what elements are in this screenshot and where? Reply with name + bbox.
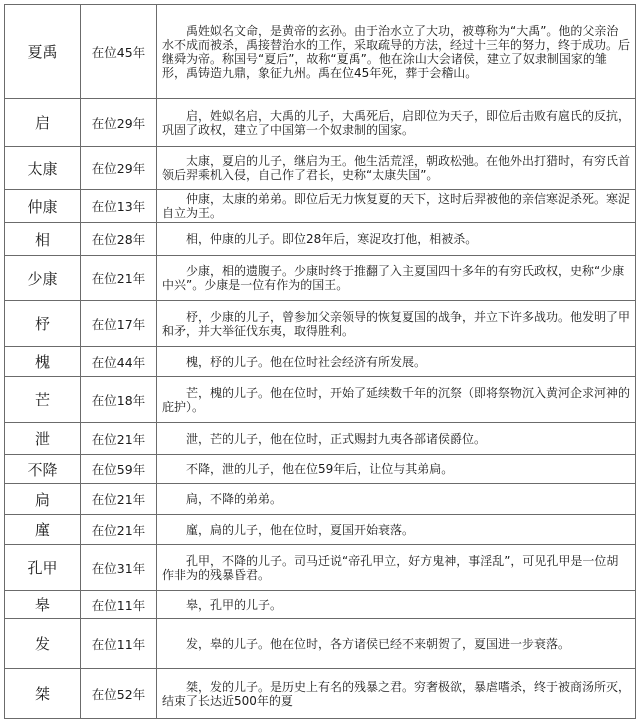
king-name: 槐 [5, 347, 81, 377]
king-name: 夏禹 [5, 5, 81, 99]
king-description: 扃，不降的弟弟。 [157, 484, 636, 515]
king-name: 发 [5, 619, 81, 669]
table-row [5, 484, 636, 515]
king-description: 启，姓姒名启，大禹的儿子，大禹死后，启即位为天子，即位后击败有扈氏的反抗，巩固了政权，建立了中国第一个奴隶制的国家。 [157, 99, 636, 147]
king-name: 不降 [5, 455, 81, 484]
king-name: 廑 [5, 515, 81, 545]
table-row [5, 190, 636, 223]
table-row [5, 377, 636, 423]
table-row [5, 347, 636, 377]
reign-length: 在位11年 [81, 591, 157, 619]
reign-length: 在位17年 [81, 301, 157, 347]
table-row [5, 99, 636, 147]
king-name: 扃 [5, 484, 81, 515]
reign-length: 在位21年 [81, 515, 157, 545]
king-name: 少康 [5, 256, 81, 301]
table-row [5, 147, 636, 190]
king-description: 仲康，太康的弟弟。即位后无力恢复夏的天下，这时后羿被他的亲信寒浞杀死。寒浞自立为王。 [157, 190, 636, 223]
reign-length: 在位44年 [81, 347, 157, 377]
king-description: 太康，夏启的儿子，继启为王。他生活荒淫，朝政松弛。在他外出打猎时，有穷氏首领后羿乘机入侵，自己作了君长，史称“太康失国”。 [157, 147, 636, 190]
reign-length: 在位28年 [81, 223, 157, 256]
king-name: 启 [5, 99, 81, 147]
king-description: 皋，孔甲的儿子。 [157, 591, 636, 619]
table-row [5, 591, 636, 619]
king-name: 桀 [5, 669, 81, 719]
reign-length: 在位11年 [81, 619, 157, 669]
king-name: 仲康 [5, 190, 81, 223]
reign-length: 在位52年 [81, 669, 157, 719]
king-name: 相 [5, 223, 81, 256]
table-row [5, 301, 636, 347]
king-description: 杼，少康的儿子，曾参加父亲领导的恢复夏国的战争，并立下许多战功。他发明了甲和矛，并大举征伐东夷，取得胜利。 [157, 301, 636, 347]
king-name: 杼 [5, 301, 81, 347]
table-row [5, 455, 636, 484]
king-name: 太康 [5, 147, 81, 190]
reign-length: 在位59年 [81, 455, 157, 484]
reign-length: 在位21年 [81, 484, 157, 515]
reign-length: 在位21年 [81, 423, 157, 455]
king-description: 槐，杼的儿子。他在位时社会经济有所发展。 [157, 347, 636, 377]
reign-length: 在位29年 [81, 147, 157, 190]
reign-length: 在位21年 [81, 256, 157, 301]
king-description: 少康，相的遗腹子。少康时终于推翻了入主夏国四十多年的有穷氏政权，史称“少康中兴”。少康是一位有作为的国王。 [157, 256, 636, 301]
reign-length: 在位13年 [81, 190, 157, 223]
reign-length: 在位45年 [81, 5, 157, 99]
king-name: 孔甲 [5, 545, 81, 591]
table-row [5, 545, 636, 591]
table-body [5, 5, 636, 719]
table-row [5, 515, 636, 545]
king-description: 禹姓姒名文命，是黄帝的玄孙。由于治水立了大功，被尊称为“大禹”。他的父亲治水不成而被杀，禹接替治水的工作，采取疏导的方法，经过十三年的努力，终于成功。后继舜为帝。称国号“夏后”，故称“夏禹”。他在涂山大会诸侯，建立了奴隶制国家的雏形，禹铸造九鼎，象征九州。禹在位45年死，葬于会稽山。 [157, 5, 636, 99]
reign-length: 在位29年 [81, 99, 157, 147]
king-description: 孔甲，不降的儿子。司马迁说“帝孔甲立，好方鬼神，事淫乱”，可见孔甲是一位胡作非为的残暴昏君。 [157, 545, 636, 591]
table-row [5, 256, 636, 301]
king-description: 不降，泄的儿子，他在位59年后，让位与其弟扃。 [157, 455, 636, 484]
table-row [5, 5, 636, 99]
king-description: 桀，发的儿子。是历史上有名的残暴之君。穷奢极欲，暴虐嗜杀，终于被商汤所灭，结束了长达近500年的夏 [157, 669, 636, 719]
xia-kings-table [4, 4, 636, 719]
table-row [5, 619, 636, 669]
king-name: 泄 [5, 423, 81, 455]
king-name: 芒 [5, 377, 81, 423]
table-row [5, 423, 636, 455]
king-name: 皋 [5, 591, 81, 619]
reign-length: 在位18年 [81, 377, 157, 423]
king-description: 廑，扃的儿子，他在位时，夏国开始衰落。 [157, 515, 636, 545]
king-description: 泄，芒的儿子，他在位时，正式赐封九夷各部诸侯爵位。 [157, 423, 636, 455]
king-description: 相，仲康的儿子。即位28年后，寒浞攻打他，相被杀。 [157, 223, 636, 256]
king-description: 发，皋的儿子。他在位时，各方诸侯已经不来朝贺了，夏国进一步衰落。 [157, 619, 636, 669]
table-row [5, 223, 636, 256]
king-description: 芒，槐的儿子。他在位时，开始了延续数千年的沉祭（即将祭物沉入黄河企求河神的庇护）。 [157, 377, 636, 423]
reign-length: 在位31年 [81, 545, 157, 591]
table-row [5, 669, 636, 719]
